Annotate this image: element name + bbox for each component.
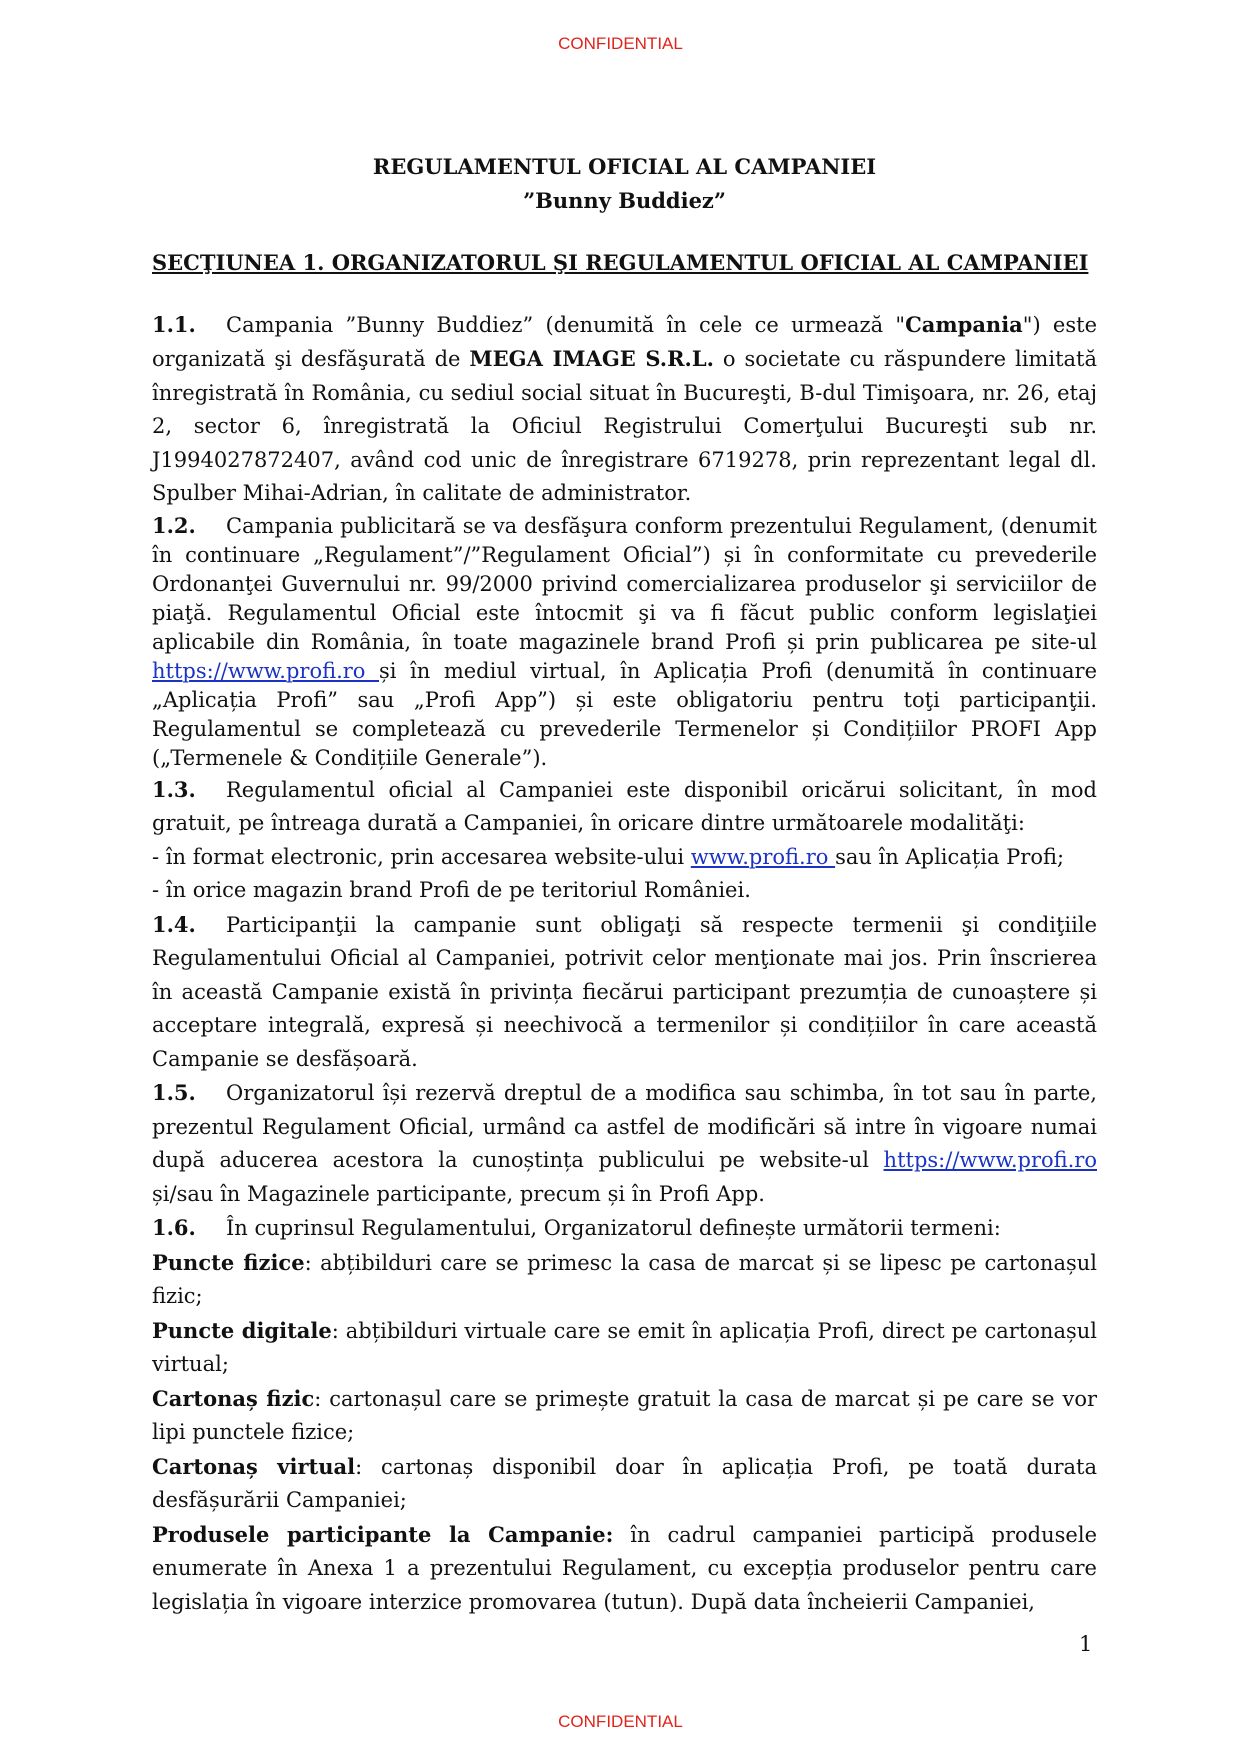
bold-term: Campania — [905, 311, 1023, 337]
text: și în mediul virtual, în Aplicația Profi (denumită în continuare „Aplicația Profi” sau „Profi App”) și este obligatoriu pentru toţi participanţii. Regulamentul se completează cu prevederile Termenelor și Condițiilor PROFI App („Termenele & Condițiile Generale”). — [152, 658, 1098, 770]
paragraph-1-3-option-store: - în orice magazin brand Profi de pe teritoriul României. — [152, 878, 751, 902]
document-title: REGULAMENTUL OFICIAL AL CAMPANIEI — [372, 154, 877, 179]
profi-website-link[interactable]: https://www.profi.ro — [152, 658, 379, 683]
text: ") este organizată şi desfăşurată de — [152, 312, 1097, 371]
text: și/sau în Magazinele participante, precum și în Profi App. — [152, 1181, 765, 1206]
clause-number: 1.6. — [152, 1215, 196, 1240]
document-subtitle: ”Bunny Buddiez” — [523, 188, 726, 213]
confidential-footer: CONFIDENTIAL — [558, 1712, 683, 1731]
definition-text: : abțibilduri care se primesc la casa de marcat și se lipesc pe cartonașul fizic; — [152, 1250, 1097, 1308]
text: o societate cu răspundere limitată înregistrată în România, cu sediul social situat în Bucureşti, B-dul Timişoara, nr. 26, etaj 2, sector 6, înregistrată la Oficiul Registrului Comerţului Bucureşti sub nr. J1994027872407, având cod unic de înregistrare 6719278, prin reprezentant legal dl. Spulber Mihai-Adrian, în calitate de administrator. — [152, 347, 1097, 505]
paragraph-1-1 — [152, 308, 1097, 511]
profi-website-link[interactable]: www.profi.ro — [690, 844, 836, 869]
page-number: 1 — [1079, 1632, 1093, 1656]
profi-website-link[interactable]: https://www.profi.ro — [883, 1148, 1097, 1172]
clause-number: 1.5. — [152, 1080, 196, 1105]
definition-term: Cartonaș virtual — [152, 1453, 356, 1479]
company-name: MEGA IMAGE S.R.L. — [469, 346, 714, 371]
paragraph-1-2 — [152, 511, 1097, 773]
definition-produse-participante — [152, 1518, 1097, 1620]
clause-number: 1.1. — [152, 311, 196, 337]
definition-puncte-digitale — [152, 1314, 1097, 1382]
paragraph-1-6 — [152, 1211, 1097, 1246]
definition-cartonas-virtual — [152, 1450, 1097, 1518]
paragraph-1-5 — [152, 1076, 1097, 1211]
paragraph-1-4 — [152, 908, 1097, 1077]
clause-number: 1.3. — [152, 776, 196, 802]
definition-text: : abțibilduri virtuale care se emit în aplicația Profi, direct pe cartonașul virtual; — [152, 1318, 1097, 1376]
text: Organizatorul își rezervă dreptul de a modifica sau schimba, în tot sau în parte, prezentul Regulament Oficial, urmând ca astfel de modificări să intre în vigoare numai după aducerea acestora la cunoștința publicului pe website-ul — [152, 1081, 1097, 1172]
definition-cartonas-fizic — [152, 1382, 1097, 1450]
definition-puncte-fizice — [152, 1246, 1097, 1314]
clause-number: 1.4. — [152, 911, 196, 937]
clause-number: 1.2. — [152, 512, 196, 538]
text: Campania ”Bunny Buddiez” (denumită în cele ce urmează " — [226, 312, 906, 337]
text: sau în Aplicația Profi; — [835, 844, 1065, 869]
definition-term: Cartonaș fizic — [152, 1385, 315, 1411]
definition-term: Puncte fizice — [152, 1249, 305, 1275]
section-1-heading: SECŢIUNEA 1. ORGANIZATORUL ŞI REGULAMENTUL OFICIAL AL CAMPANIEI — [152, 250, 1089, 275]
confidential-header: CONFIDENTIAL — [558, 34, 683, 53]
text: - în format electronic, prin accesarea website-ului — [152, 844, 691, 869]
document-body — [152, 150, 1097, 1619]
text: Regulamentul oficial al Campaniei este disponibil oricărui solicitant, în mod gratuit, pe întreaga durată a Campaniei, în oricare dintre următoarele modalităţi: — [152, 777, 1097, 835]
paragraph-1-3 — [152, 773, 1097, 841]
definition-term: Produsele participante la Campanie: — [152, 1521, 614, 1547]
text: Participanţii la campanie sunt obligaţi să respecte termenii şi condiţiile Regulamentului Oficial al Campaniei, potrivit celor menţionate mai jos. Prin înscrierea în această Campanie există în privința fiecărui participant prezumția de cunoaștere și acceptare integrală, expresă și neechivocă a termenilor și condițiilor în care această Campanie se desfășoară. — [152, 912, 1097, 1071]
definition-text: : cartonaș disponibil doar în aplicația Profi, pe toată durata desfășurării Campaniei; — [152, 1454, 1097, 1512]
definition-text: în cadrul campaniei participă produsele enumerate în Anexa 1 a prezentului Regulament, cu excepția produselor pentru care legislația în vigoare interzice promovarea (tutun). După data încheierii Campaniei, — [152, 1522, 1098, 1614]
text: În cuprinsul Regulamentului, Organizatorul definește următorii termeni: — [226, 1216, 1001, 1240]
definition-term: Puncte digitale — [152, 1317, 332, 1343]
definition-text: : cartonașul care se primește gratuit la casa de marcat și pe care se vor lipi punctele fizice; — [152, 1386, 1097, 1444]
text: Campania publicitară se va desfăşura conform prezentului Regulament, (denumit în continuare „Regulament”/”Regulament Oficial”) și în conformitate cu prevederile Ordonanţei Guvernului nr. 99/2000 privind comercializarea produselor şi serviciilor de piaţă. Regulamentul Oficial este întocmit şi va fi făcut public conform legislaţiei aplicabile din România, în toate magazinele brand Profi și prin publicarea pe site-ul — [152, 513, 1097, 654]
paragraph-1-3-option-electronic — [152, 841, 1097, 875]
